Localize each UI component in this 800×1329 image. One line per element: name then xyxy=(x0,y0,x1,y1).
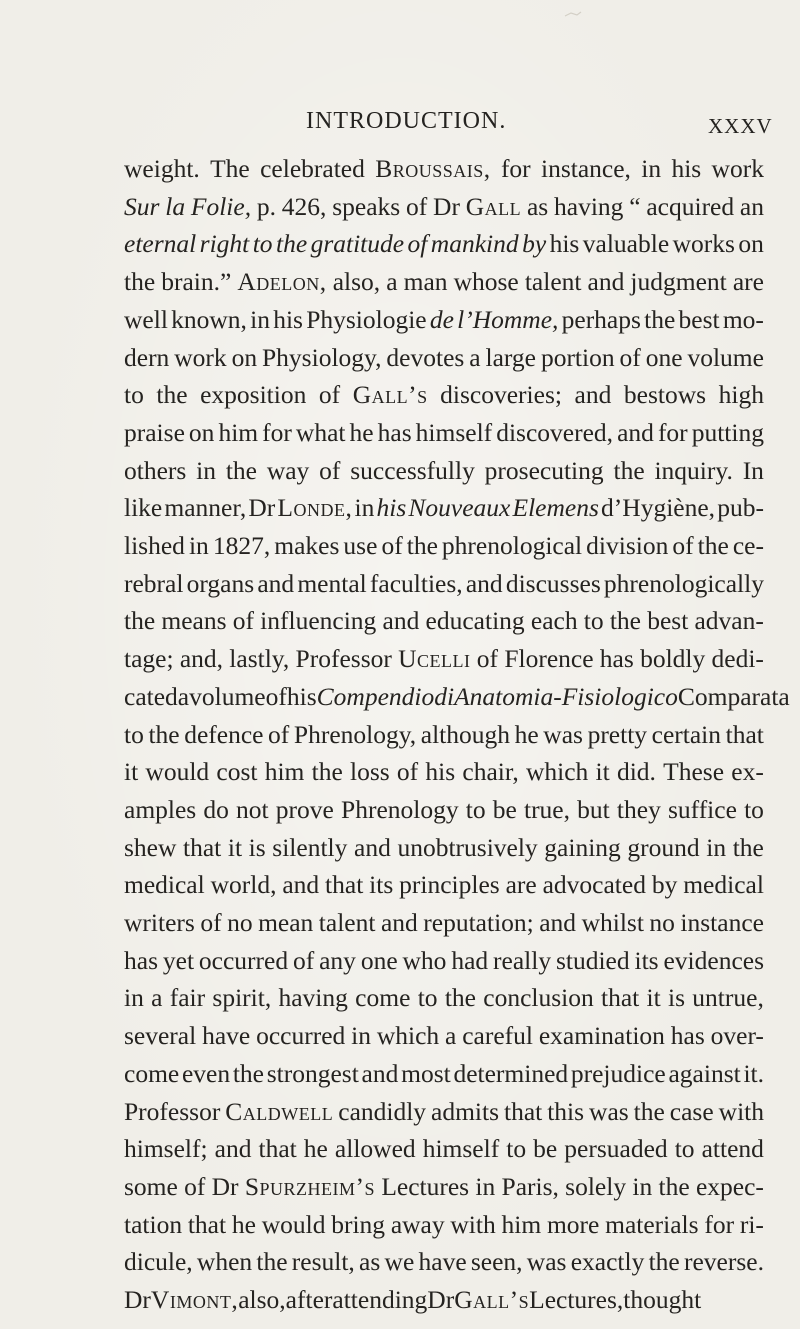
text-line: like manner, Dr Londe, in his Nouveaux Elemens d’Hygiène, pub- xyxy=(124,493,764,523)
text-line: shew that it is silently and unobtrusively gaining ground in the xyxy=(124,832,764,862)
text-line: come even the strongest and most determined prejudice against it. xyxy=(124,1058,764,1088)
ink-speck xyxy=(563,10,583,20)
text-line: tage; and, lastly, Professor Ucelli of Florence has boldly dedi- xyxy=(124,644,764,674)
text-line: eternal right to the gratitude of mankind by his valuable works on xyxy=(124,229,764,259)
page-number: XXXV xyxy=(708,114,773,138)
text-line: well known, in his Physiologie de l’Homme, perhaps the best mo- xyxy=(124,304,764,334)
text-line: the means of influencing and educating each to the best advan- xyxy=(124,606,764,636)
text-line: others in the way of successfully prosecuting the inquiry. In xyxy=(124,455,764,485)
text-line: to the exposition of Gall’s discoveries; and bestows high xyxy=(124,380,764,410)
text-line: lished in 1827, makes use of the phrenological division of the ce- xyxy=(124,531,764,560)
text-line: to the defence of Phrenology, although he was pretty certain that xyxy=(124,719,764,749)
text-line: medical world, and that its principles are advocated by medical xyxy=(124,870,764,900)
text-line: weight. The celebrated Broussais, for instance, in his work xyxy=(124,154,764,183)
text-line: cated a volume of his Compendio di Anatomia-Fisiologico Comparata xyxy=(124,681,790,711)
text-line: it would cost him the loss of his chair, which it did. These ex- xyxy=(124,757,764,787)
running-head: INTRODUCTION. xyxy=(306,108,507,134)
page-header xyxy=(0,106,800,142)
text-line: in a fair spirit, having come to the conclusion that it is untrue, xyxy=(124,983,764,1013)
text-line: Dr Vimont, also, after attending Dr Gall’s Lectures, thought xyxy=(124,1285,702,1314)
text-line: has yet occurred of any one who had really studied its evidences xyxy=(124,945,764,975)
text-line: tation that he would bring away with him more materials for ri- xyxy=(124,1209,764,1239)
text-line: praise on him for what he has himself discovered, and for putting xyxy=(124,417,764,447)
text-line: amples do not prove Phrenology to be true, but they suffice to xyxy=(124,794,764,824)
text-line: some of Dr Spurzheim’s Lectures in Paris, solely in the expec- xyxy=(124,1171,764,1201)
text-line: the brain.” Adelon, also, a man whose talent and judgment are xyxy=(124,267,764,297)
text-line: himself; and that he allowed himself to be persuaded to attend xyxy=(124,1134,764,1164)
text-line: writers of no mean talent and reputation; and whilst no instance xyxy=(124,908,764,937)
text-line: dicule, when the result, as we have seen, was exactly the reverse. xyxy=(124,1247,764,1277)
text-line: rebral organs and mental faculties, and discusses phrenologically xyxy=(124,568,764,598)
text-line: several have occurred in which a careful examination has over- xyxy=(124,1021,764,1051)
text-line: Professor Caldwell candidly admits that this was the case with xyxy=(124,1096,764,1126)
text-line: dern work on Physiology, devotes a large portion of one volume xyxy=(124,342,764,372)
text-line: Sur la Folie, p. 426, speaks of Dr Gall as having “ acquired an xyxy=(124,191,764,221)
